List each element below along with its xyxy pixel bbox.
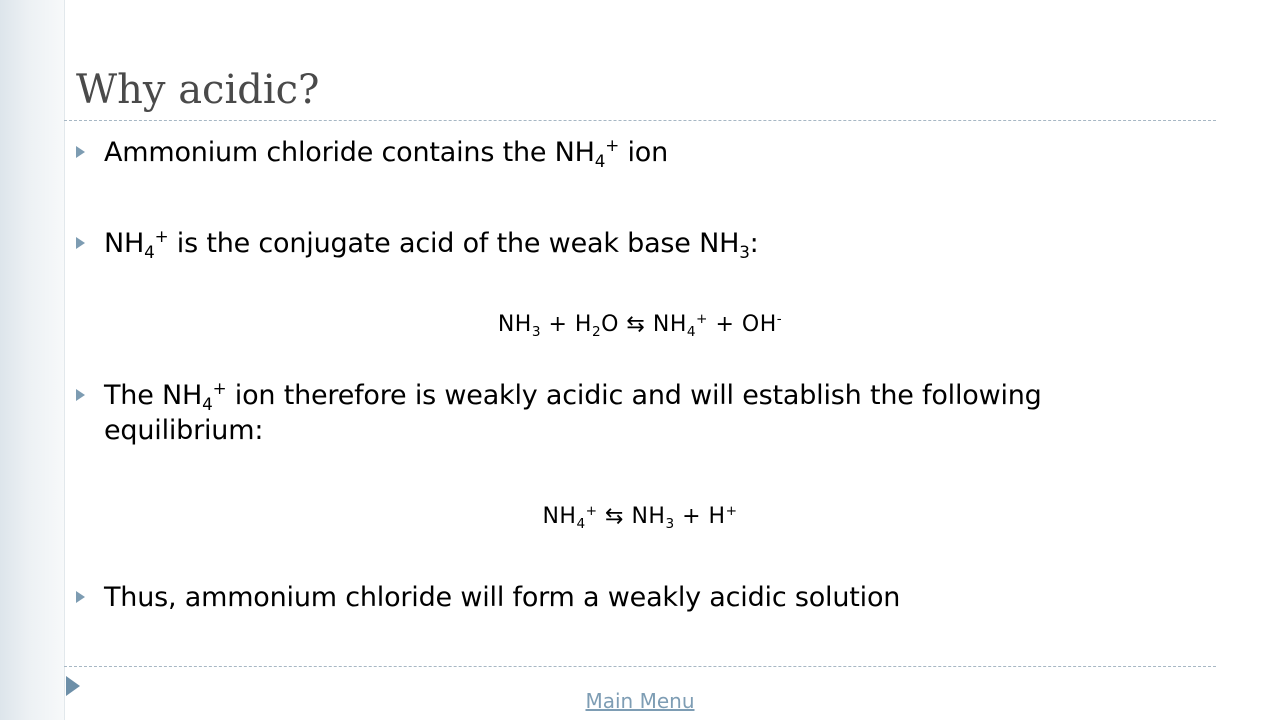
bullet-item [76, 135, 1196, 170]
bullet-arrow-icon [76, 237, 85, 249]
bullet-text: Thus, ammonium chloride will form a weakly acidic solution [104, 582, 901, 613]
main-menu-link[interactable]: Main Menu [585, 689, 695, 713]
bullet-text: $NH_4^+$ is the conjugate acid of the weak base $NH_3$: [104, 225, 759, 262]
bullet-item [76, 378, 1196, 448]
title-divider [64, 120, 1216, 121]
slide-title: Why acidic? [76, 67, 320, 113]
footer [0, 688, 1280, 714]
left-sidebar-band [0, 0, 65, 720]
bullet-arrow-icon [76, 146, 85, 158]
equation: $NH_4^+$ ⇆ $NH_3 + H^+$ [542, 502, 738, 532]
equation: $NH_3 + H_2O$ ⇆ $NH_4^+ + OH^-$ [497, 310, 783, 340]
bullet-text: The $NH_4^+$ ion therefore is weakly acidic and will establish the following equilibrium: [104, 377, 1042, 446]
bullet-item [76, 580, 1196, 615]
bullet-arrow-icon [76, 389, 85, 401]
bullet-item [76, 226, 1196, 261]
bullet-arrow-icon [76, 591, 85, 603]
bullet-text: Ammonium chloride contains the $NH_4^+$ ion [104, 134, 668, 171]
footer-divider [64, 666, 1216, 667]
